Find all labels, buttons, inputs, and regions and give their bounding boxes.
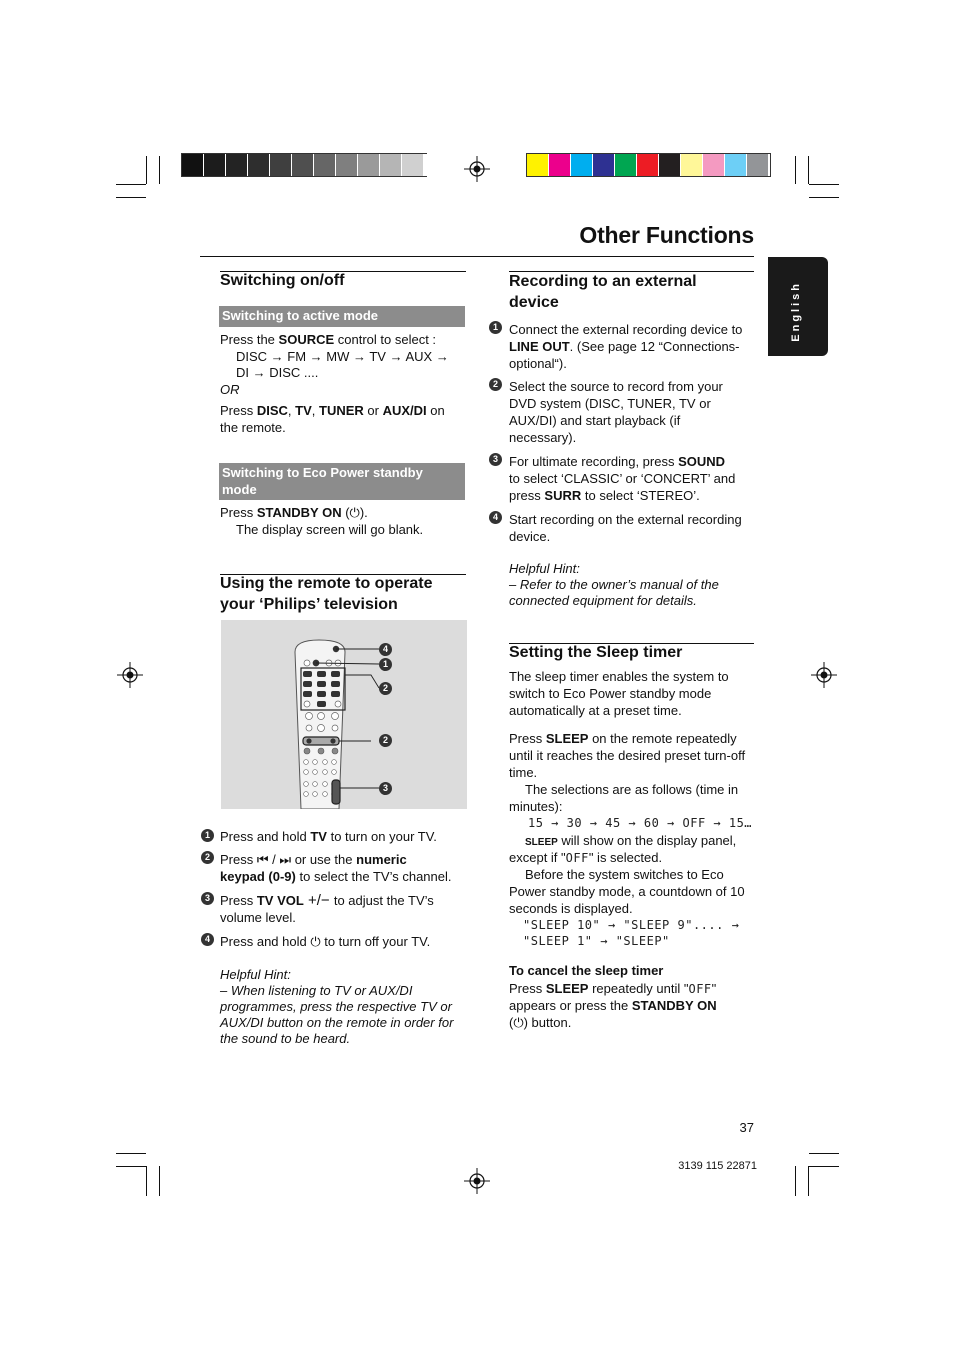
- recording-step-1: Connect the external recording device to: [509, 322, 743, 337]
- sleep-sequence-display: 15 → 30 → 45 → 60 → OFF → 15…: [528, 816, 753, 830]
- color-swatch: [204, 154, 226, 176]
- hint-line: programmes, press the respective TV or: [220, 999, 452, 1014]
- step-3: Press TV VOL +/− to adjust the TV’s: [220, 892, 434, 909]
- section-heading-switching: Switching on/off: [220, 272, 345, 289]
- step-4: Press and hold ⏻ to turn off your TV.: [220, 934, 431, 949]
- step-number: 3: [489, 453, 502, 466]
- color-swatch: [725, 154, 747, 176]
- hint-line: the sound to be heard.: [220, 1031, 351, 1046]
- sleep-countdown-display: "SLEEP 1" → "SLEEP": [523, 934, 670, 948]
- color-swatches: [527, 154, 769, 176]
- callout-1: 1: [379, 658, 392, 671]
- hint-title: Helpful Hint:: [509, 561, 580, 576]
- paragraph-remote-keys: Press DISC, TV, TUNER or AUX/DI on: [220, 403, 445, 418]
- color-swatch: [226, 154, 248, 176]
- page-number: 37: [739, 1120, 754, 1135]
- sleep-except: except if "OFF" is selected.: [509, 850, 663, 865]
- recording-step-4: Start recording on the external recording device.: [509, 512, 742, 544]
- recording-step-3-line2: to select ‘CLASSIC’ or ‘CONCERT’ and: [509, 471, 736, 486]
- sleep-before: Before the system switches to Eco: [525, 867, 724, 882]
- color-swatch: [659, 154, 681, 176]
- step-number: 2: [201, 851, 214, 864]
- hint-line: – When listening to TV or AUX/DI: [220, 983, 413, 998]
- registration-mark-icon: [811, 662, 837, 688]
- step-1: Press and hold TV to turn on your TV.: [220, 829, 437, 844]
- cancel-heading: To cancel the sleep timer: [509, 963, 664, 978]
- sleep-selections-line2: minutes):: [509, 799, 563, 814]
- recording-step-1-line2: LINE OUT. (See page 12 “Connections-: [509, 339, 740, 354]
- hint-line: AUX/DI button on the remote in order for: [220, 1015, 454, 1030]
- source-sequence-2: DI → DISC ....: [236, 365, 319, 380]
- paragraph-source: Press the SOURCE control to select :: [220, 332, 437, 347]
- color-swatch: [380, 154, 402, 176]
- recording-step-3: For ultimate recording, press SOUND: [509, 454, 726, 469]
- paragraph-standby-result: The display screen will go blank.: [236, 522, 424, 537]
- registration-mark-icon: [464, 156, 490, 182]
- callout-3: 3: [379, 782, 392, 795]
- color-swatch: [336, 154, 358, 176]
- callout-4: 4: [379, 643, 392, 656]
- hint-line: – Refer to the owner’s manual of the: [509, 577, 719, 592]
- section-heading-sleep: Setting the Sleep timer: [509, 644, 683, 661]
- step-2: Press ⏮ / ⏭ or use the numeric: [220, 852, 407, 867]
- step-number: 2: [489, 378, 502, 391]
- color-swatch: [270, 154, 292, 176]
- title-rule: [200, 256, 754, 257]
- color-swatch: [681, 154, 703, 176]
- page-title: Other Functions: [579, 222, 754, 248]
- color-swatch: [182, 154, 204, 176]
- color-swatch: [292, 154, 314, 176]
- recording-step-1-line3: optional“).: [509, 356, 567, 371]
- grey-swatches: [182, 154, 446, 176]
- sleep-press-line2: until it reaches the desired preset turn-off: [509, 748, 746, 763]
- hint-title: Helpful Hint:: [220, 967, 291, 982]
- cancel-text: Press SLEEP repeatedly until "OFF": [509, 981, 717, 996]
- paragraph-standby: Press STANDBY ON (⏻).: [220, 505, 368, 520]
- color-swatch: [314, 154, 336, 176]
- section-heading-remote-tv: Using the remote to operate your ‘Philips’ television: [220, 575, 433, 613]
- sleep-before-line2: Power standby mode, a countdown of 10: [509, 884, 745, 899]
- paragraph-remote-keys-line2: the remote.: [220, 420, 286, 435]
- color-swatch: [424, 154, 446, 176]
- recording-step-3-line3: press SURR to select ‘STEREO’.: [509, 488, 700, 503]
- sleep-countdown-display: "SLEEP 10" → "SLEEP 9".... →: [523, 918, 740, 932]
- color-swatch: [402, 154, 424, 176]
- hint-line: connected equipment for details.: [509, 593, 697, 608]
- remote-control-icon: [221, 620, 467, 809]
- color-swatch: [571, 154, 593, 176]
- step-number: 1: [201, 829, 214, 842]
- sleep-before-line3: seconds is displayed.: [509, 901, 633, 916]
- color-swatch: [615, 154, 637, 176]
- sleep-press: Press SLEEP on the remote repeatedly: [509, 731, 737, 746]
- step-2-line2: keypad (0-9) to select the TV’s channel.: [220, 869, 452, 884]
- step-3-line2: volume level.: [220, 910, 296, 925]
- document-code: 3139 115 22871: [678, 1160, 757, 1172]
- registration-mark-icon: [464, 1168, 490, 1194]
- remote-control-illustration: [221, 620, 467, 809]
- language-tab: [768, 257, 828, 356]
- color-swatch: [358, 154, 380, 176]
- step-number: 4: [201, 933, 214, 946]
- color-swatch: [248, 154, 270, 176]
- color-swatch: [637, 154, 659, 176]
- or-label: OR: [220, 382, 240, 397]
- subsection-bar-active-mode: Switching to active mode: [219, 306, 465, 327]
- cancel-text-line3: (⏻) button.: [509, 1015, 572, 1030]
- section-heading-recording: Recording to an external device: [509, 273, 697, 311]
- color-swatch: [549, 154, 571, 176]
- sleep-intro: The sleep timer enables the system to switch to Eco Power standby mode automatically at a preset time.: [509, 669, 729, 718]
- subsection-bar-eco-power: Switching to Eco Power standby mode: [219, 463, 465, 500]
- color-swatch: [593, 154, 615, 176]
- source-sequence-1: DISC → FM → MW → TV → AUX →: [236, 349, 449, 364]
- language-tab-label: English: [790, 281, 802, 342]
- sleep-press-line3: time.: [509, 765, 538, 780]
- cancel-text-line2: appears or press the STANDBY ON: [509, 998, 717, 1013]
- sleep-show: SLEEP will show on the display panel,: [525, 833, 737, 848]
- step-number: 4: [489, 511, 502, 524]
- callout-2: 2: [379, 682, 392, 695]
- recording-step-2: Select the source to record from your DVD system (DISC, TUNER, TV or AUX/DI) and start playback (if necessary).: [509, 379, 723, 445]
- color-swatch: [747, 154, 769, 176]
- step-number: 1: [489, 321, 502, 334]
- step-number: 3: [201, 892, 214, 905]
- registration-mark-icon: [117, 662, 143, 688]
- color-swatch: [527, 154, 549, 176]
- sleep-selections: The selections are as follows (time in: [525, 782, 739, 797]
- color-swatch: [703, 154, 725, 176]
- callout-2: 2: [379, 734, 392, 747]
